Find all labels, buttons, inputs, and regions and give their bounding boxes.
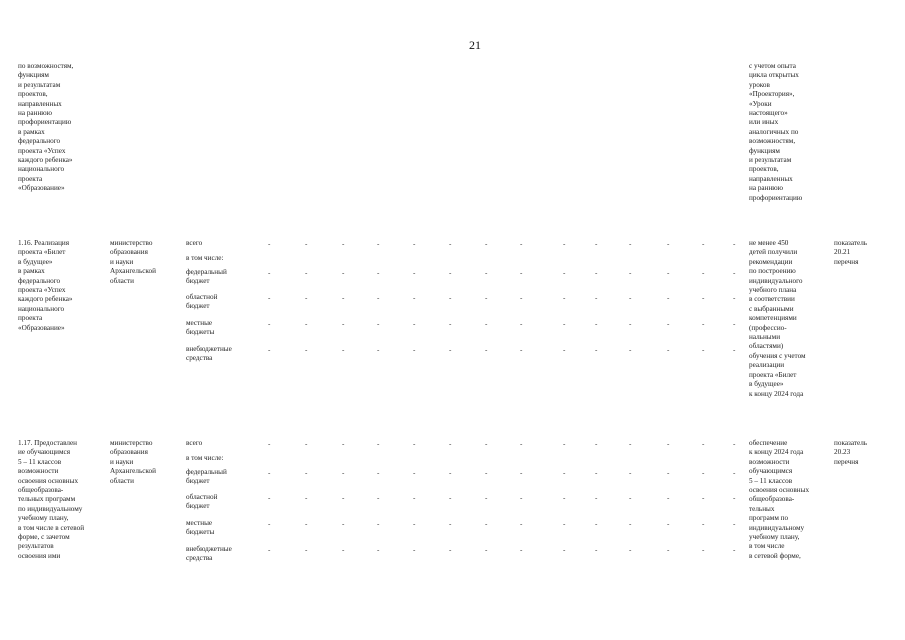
value-dash: - (629, 440, 632, 448)
row-1-17-source-local: местные бюджеты (186, 519, 215, 537)
value-dash: - (702, 469, 705, 477)
value-dash: - (305, 320, 308, 328)
value-dash: - (305, 440, 308, 448)
value-dash: - (702, 520, 705, 528)
value-dash: - (485, 269, 488, 277)
row-1-16-measure: 1.16. Реализация проекта «Билет в будущее» в рамках федерального проекта «Успех каждого ребенка» национального проекта «Образование» (18, 239, 73, 332)
value-dash: - (733, 440, 736, 448)
value-dash: - (449, 346, 452, 354)
value-dash: - (485, 546, 488, 554)
value-dash: - (342, 440, 345, 448)
value-dash: - (629, 546, 632, 554)
value-dash: - (733, 546, 736, 554)
row-1-17-values-federal (0, 469, 905, 479)
value-dash: - (413, 494, 416, 502)
value-dash: - (667, 469, 670, 477)
row-1-16-source-extrabudget: внебюджетные средства (186, 345, 232, 363)
value-dash: - (413, 520, 416, 528)
row-1-16-values-extrabudget (0, 346, 905, 356)
row-1-17-values-regional (0, 494, 905, 504)
value-dash: - (667, 494, 670, 502)
value-dash: - (342, 294, 345, 302)
value-dash: - (449, 269, 452, 277)
value-dash: - (342, 469, 345, 477)
value-dash: - (629, 520, 632, 528)
value-dash: - (377, 269, 380, 277)
row-1-16-source-federal: федеральный бюджет (186, 268, 227, 286)
value-dash: - (733, 469, 736, 477)
row-1-16-result: не менее 450 детей получили рекомендации по построению индивидуального учебного плана в соответствии с выбранными компетенциями (профессио- нальными областями) обучения с учетом реализации проекта «Билет в будущее» к концу 2024 года (749, 239, 806, 398)
row-1-17-measure: 1.17. Предоставлен ие обучающимся 5 – 11 классов возможности освоения основных общеобразова- тельных программ по индивидуальному учебному плану, в том числе в сетевой форме, с зачетом результатов освоения ими (18, 439, 85, 560)
value-dash: - (733, 240, 736, 248)
value-dash: - (520, 494, 523, 502)
value-dash: - (268, 494, 271, 502)
value-dash: - (702, 494, 705, 502)
value-dash: - (342, 320, 345, 328)
value-dash: - (377, 294, 380, 302)
value-dash: - (520, 546, 523, 554)
value-dash: - (485, 520, 488, 528)
row-1-17-source-federal: федеральный бюджет (186, 468, 227, 486)
row-1-16-source-total: всего (186, 239, 203, 247)
value-dash: - (268, 546, 271, 554)
value-dash: - (413, 469, 416, 477)
value-dash: - (377, 440, 380, 448)
row-1-16-source-local: местные бюджеты (186, 319, 215, 337)
continued-result-text: с учетом опыта цикла открытых уроков «Проектория», «Уроки настоящего» или иных аналогичных по возможностям, функциям и результатам проектов, направленных на раннюю профориентацию (749, 62, 803, 202)
value-dash: - (485, 320, 488, 328)
value-dash: - (268, 346, 271, 354)
value-dash: - (449, 294, 452, 302)
value-dash: - (595, 320, 598, 328)
value-dash: - (563, 546, 566, 554)
value-dash: - (413, 320, 416, 328)
value-dash: - (733, 346, 736, 354)
value-dash: - (449, 469, 452, 477)
value-dash: - (595, 346, 598, 354)
value-dash: - (377, 469, 380, 477)
value-dash: - (667, 240, 670, 248)
value-dash: - (268, 440, 271, 448)
value-dash: - (520, 346, 523, 354)
value-dash: - (449, 240, 452, 248)
value-dash: - (520, 440, 523, 448)
value-dash: - (342, 269, 345, 277)
value-dash: - (342, 520, 345, 528)
row-1-17-source-total: всего (186, 439, 203, 447)
value-dash: - (667, 546, 670, 554)
value-dash: - (629, 269, 632, 277)
row-1-16-values-federal (0, 269, 905, 279)
row-1-17-executor: министерство образования и науки Архангельской области (110, 439, 156, 485)
value-dash: - (268, 520, 271, 528)
row-1-17-values-extrabudget (0, 546, 905, 556)
value-dash: - (595, 546, 598, 554)
value-dash: - (305, 469, 308, 477)
value-dash: - (413, 546, 416, 554)
continued-measure-text: по возможностям, функциям и результатам проектов, направленных на раннюю профориентацию в рамках федерального проекта «Успех каждого ребенка» национального проекта «Образование» (18, 62, 74, 193)
value-dash: - (595, 469, 598, 477)
value-dash: - (629, 494, 632, 502)
row-1-17-source-extrabudget: внебюджетные средства (186, 545, 232, 563)
value-dash: - (413, 294, 416, 302)
row-1-16-executor: министерство образования и науки Архангельской области (110, 239, 156, 285)
value-dash: - (305, 346, 308, 354)
value-dash: - (305, 546, 308, 554)
value-dash: - (667, 320, 670, 328)
value-dash: - (563, 240, 566, 248)
value-dash: - (485, 240, 488, 248)
value-dash: - (667, 269, 670, 277)
value-dash: - (563, 320, 566, 328)
value-dash: - (563, 469, 566, 477)
value-dash: - (733, 494, 736, 502)
value-dash: - (563, 269, 566, 277)
value-dash: - (413, 346, 416, 354)
value-dash: - (702, 320, 705, 328)
row-1-17-source-regional: областной бюджет (186, 493, 218, 511)
value-dash: - (268, 320, 271, 328)
value-dash: - (629, 469, 632, 477)
row-1-16-values-total (0, 240, 905, 250)
value-dash: - (377, 520, 380, 528)
row-1-17-indicator: показатель 20.23 перечня (834, 439, 868, 466)
value-dash: - (485, 346, 488, 354)
value-dash: - (563, 494, 566, 502)
value-dash: - (268, 469, 271, 477)
value-dash: - (629, 320, 632, 328)
value-dash: - (595, 240, 598, 248)
value-dash: - (629, 294, 632, 302)
value-dash: - (268, 240, 271, 248)
value-dash: - (702, 269, 705, 277)
value-dash: - (629, 346, 632, 354)
value-dash: - (733, 269, 736, 277)
value-dash: - (305, 269, 308, 277)
row-1-17-values-local (0, 520, 905, 530)
value-dash: - (563, 346, 566, 354)
value-dash: - (449, 546, 452, 554)
value-dash: - (595, 294, 598, 302)
value-dash: - (520, 269, 523, 277)
value-dash: - (342, 546, 345, 554)
value-dash: - (629, 240, 632, 248)
value-dash: - (520, 294, 523, 302)
row-1-16-indicator: показатель 20.21 перечня (834, 239, 868, 266)
value-dash: - (485, 294, 488, 302)
value-dash: - (702, 240, 705, 248)
value-dash: - (595, 494, 598, 502)
value-dash: - (449, 440, 452, 448)
value-dash: - (377, 494, 380, 502)
value-dash: - (485, 469, 488, 477)
value-dash: - (595, 269, 598, 277)
value-dash: - (305, 240, 308, 248)
value-dash: - (520, 469, 523, 477)
value-dash: - (413, 440, 416, 448)
value-dash: - (520, 320, 523, 328)
value-dash: - (667, 294, 670, 302)
value-dash: - (413, 269, 416, 277)
row-1-17-values-total (0, 440, 905, 450)
value-dash: - (449, 520, 452, 528)
value-dash: - (702, 346, 705, 354)
value-dash: - (595, 520, 598, 528)
row-1-17-source-including: в том числе: (186, 454, 224, 462)
value-dash: - (377, 240, 380, 248)
row-1-16-values-regional (0, 294, 905, 304)
value-dash: - (377, 346, 380, 354)
value-dash: - (520, 520, 523, 528)
value-dash: - (449, 320, 452, 328)
value-dash: - (342, 240, 345, 248)
value-dash: - (702, 546, 705, 554)
value-dash: - (702, 440, 705, 448)
value-dash: - (733, 520, 736, 528)
value-dash: - (563, 294, 566, 302)
value-dash: - (342, 346, 345, 354)
value-dash: - (520, 240, 523, 248)
value-dash: - (733, 294, 736, 302)
value-dash: - (377, 546, 380, 554)
value-dash: - (268, 294, 271, 302)
value-dash: - (563, 520, 566, 528)
value-dash: - (485, 494, 488, 502)
value-dash: - (305, 520, 308, 528)
value-dash: - (305, 294, 308, 302)
value-dash: - (342, 494, 345, 502)
row-1-17-result: обеспечение к концу 2024 года возможности обучающимся 5 – 11 классов освоения основных общеобразова- тельных программ по индивидуальному учебному плану, в том числе в сетевой форме, (749, 439, 810, 560)
value-dash: - (413, 240, 416, 248)
row-1-16-values-local (0, 320, 905, 330)
value-dash: - (305, 494, 308, 502)
value-dash: - (667, 520, 670, 528)
value-dash: - (268, 269, 271, 277)
value-dash: - (667, 440, 670, 448)
value-dash: - (377, 320, 380, 328)
value-dash: - (563, 440, 566, 448)
value-dash: - (702, 294, 705, 302)
value-dash: - (733, 320, 736, 328)
value-dash: - (449, 494, 452, 502)
value-dash: - (595, 440, 598, 448)
value-dash: - (485, 440, 488, 448)
row-1-16-source-including: в том числе: (186, 254, 224, 262)
value-dash: - (667, 346, 670, 354)
row-1-16-source-regional: областной бюджет (186, 293, 218, 311)
page-number: 21 (469, 38, 481, 52)
